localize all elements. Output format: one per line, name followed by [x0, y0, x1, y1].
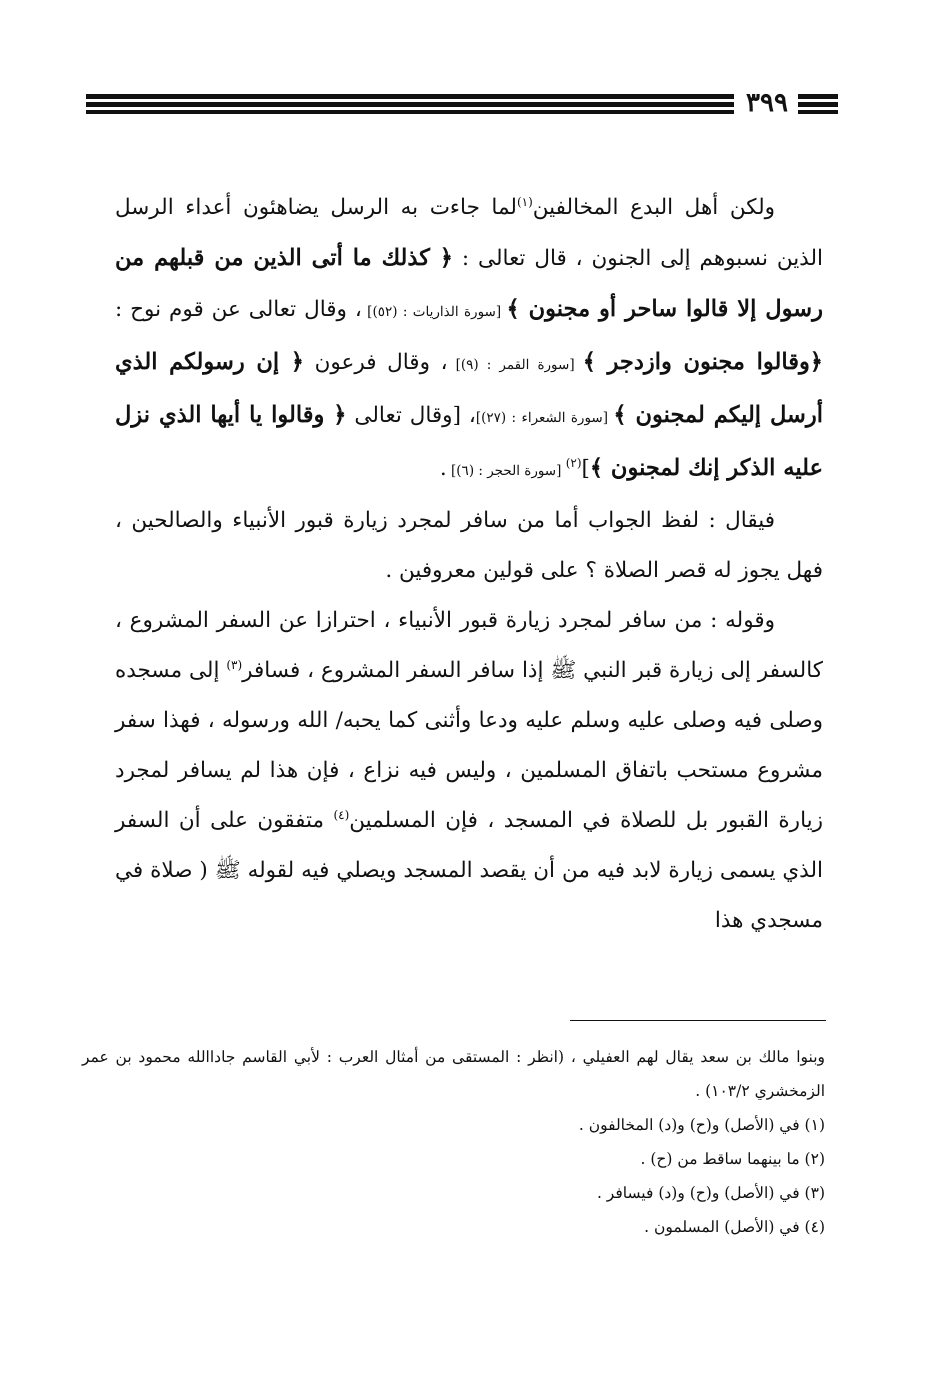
page-header: [86, 88, 838, 118]
page-number: ٣٩٩: [746, 88, 788, 118]
paragraph-2: فيقال : لفظ الجواب أما من سافر لمجرد زيارة قبور الأنبياء والصالحين ، فهل يجوز له قصر الصلاة ؟ على قولين معروفين .: [115, 508, 823, 583]
text-run: لما جاءت به الرسل يضاهئون أعداء الرسل الذين نسبوهم إلى الجنون ، قال تعالى :: [115, 195, 823, 271]
text-run: وقوله : من سافر لمجرد زيارة قبور الأنبياء ، احترازا عن السفر المشروع ، كالسفر إلى زيارة قبر النبي ﷺ إذا سافر السفر المشروع ، فسافر: [115, 608, 823, 683]
footnote-marker-1: (١): [516, 194, 533, 209]
quran-verse-2: ﴿وقالوا مجنون وازدجر ﴾: [582, 349, 823, 375]
footnote-3: (٣) في (الأصل) و(ح) و(د) فيسافر .: [596, 1184, 825, 1202]
footnote-divider: [570, 1020, 826, 1021]
header-rule-left: [86, 94, 734, 116]
footnote-4: (٤) في (الأصل) المسلمون .: [644, 1218, 825, 1236]
text-run: ، [وقال تعالى: [346, 403, 476, 428]
text-run: ، وقال تعالى عن قوم نوح :: [115, 297, 362, 322]
footnote-marker-3: (٣): [226, 657, 243, 672]
text-run: إلى مسجده وصلى فيه وصلى عليه وسلم عليه ودعا وأثنى كما يحبه/ الله ورسوله ، فهذا سفر مشروع مستحب باتفاق المسلمين ، وليس فيه نزاع ، فإن هذا لم يسافر لمجرد زيارة القبور بل للصلاة في المسجد ، فإن المسلمين: [115, 658, 823, 833]
verse-reference-2: [سورة القمر : (٩)]: [447, 357, 583, 373]
text-run: ، وقال فرعون: [303, 350, 448, 375]
quran-verse-3: ﴿ إن رسولكم الذي أرسل إليكم لمجنون ﴾: [115, 349, 824, 428]
header-rule-right: [798, 94, 838, 116]
verse-reference-1: [سورة الذاريات : (٥٢)]: [361, 304, 507, 320]
verse-reference-3: [سورة الشعراء : (٢٧)]: [475, 410, 614, 426]
paragraph-1: [115, 183, 823, 496]
text-run: ولكن أهل البدع المخالفين: [532, 195, 775, 220]
text-run: متفقون على أن السفر الذي يسمى زيارة لابد فيه من أن يقصد المسجد ويصلي فيه لقوله ﷺ ( صلاة في مسجدي هذا: [115, 808, 823, 933]
text-run: .: [439, 456, 447, 481]
main-text: [115, 183, 823, 946]
footnote-2: (٢) ما بينهما ساقط من (ح) .: [640, 1150, 825, 1168]
quran-verse-1: ﴿ كذلك ما أتى الذين من قبلهم من رسول إلا قالوا ساحر أو مجنون ﴾: [115, 245, 823, 322]
paragraph-3: [115, 596, 823, 946]
footnote-marker-2: (٢): [565, 455, 582, 470]
footnotes: [82, 1040, 825, 1244]
quran-verse-4: ﴿ وقالوا يا أيها الذي نزل عليه الذكر إنك لمجنون ﴾: [115, 402, 823, 481]
text-run: ]: [581, 456, 590, 481]
footnote-marker-4: (٤): [333, 807, 350, 822]
footnote-continuation: وبنوا مالك بن سعد يقال لهم العفيلي ، (انظر : المستقى من أمثال العرب : لأبي القاسم جاداالله محمود بن عمر الزمخشري ١٠٣/٢) .: [82, 1048, 825, 1100]
footnote-1: (١) في (الأصل) و(ح) و(د) المخالفون .: [578, 1116, 825, 1134]
verse-reference-4: [سورة الحجر : (٦)]: [446, 463, 566, 479]
